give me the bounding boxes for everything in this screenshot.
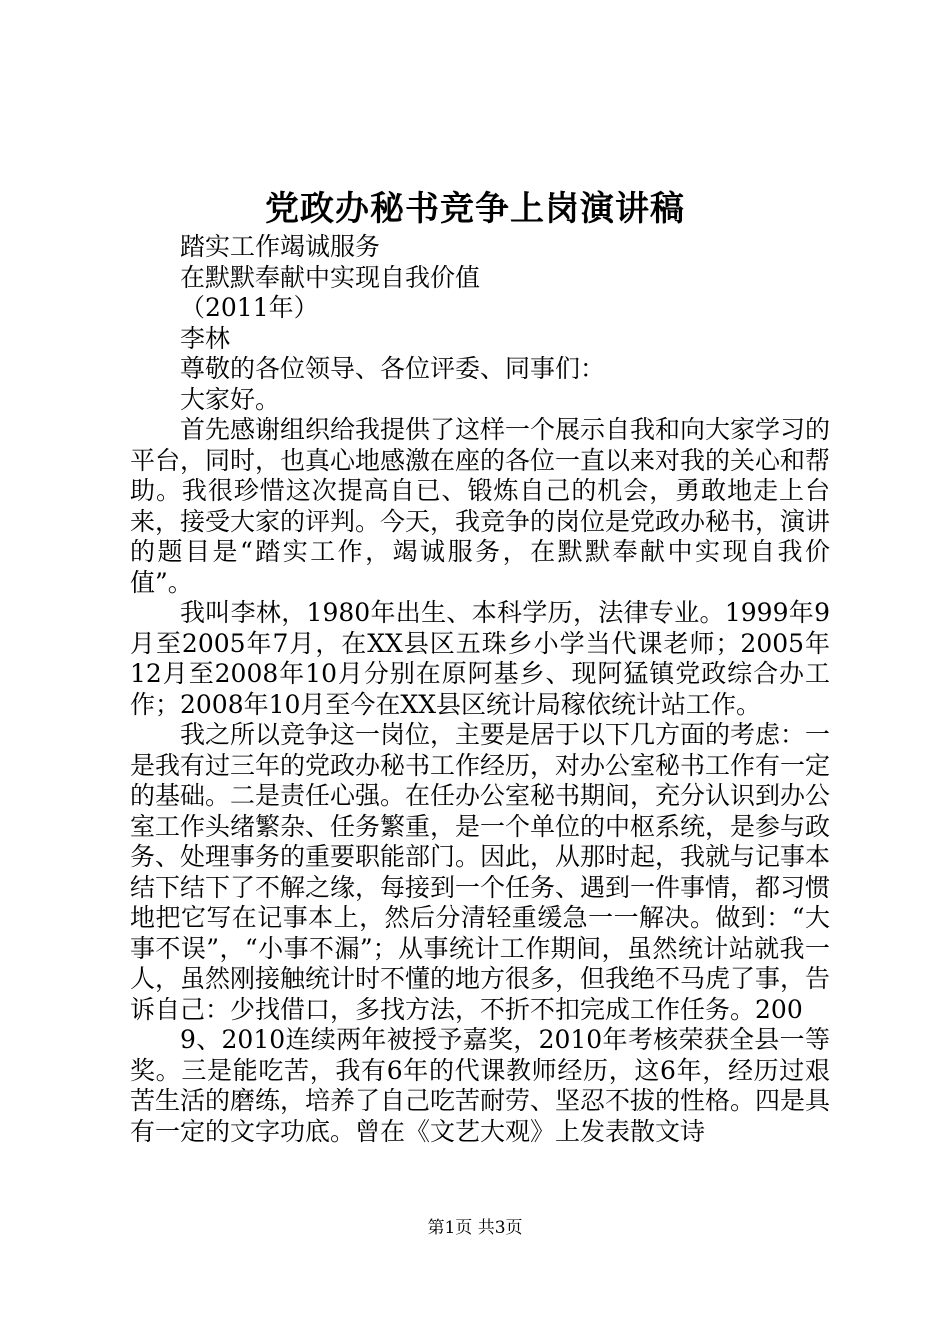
document-title: 党政办秘书竞争上岗演讲稿 — [265, 189, 685, 229]
year-line: （2011年） — [180, 293, 319, 322]
subtitle-line: 踏实工作竭诚服务 — [180, 232, 381, 261]
author-line: 李林 — [180, 323, 231, 353]
salutation-line: 尊敬的各位领导、各位评委、同事们： — [180, 354, 606, 383]
subtitle-line: 在默默奉献中实现自我价值 — [180, 262, 481, 292]
page-footer: 第1页 共3页 — [427, 1218, 523, 1238]
paragraph: 我之所以竞争这一岗位，主要是居于以下几方面的考虑：一是我有过三年的党政办秘书工作经历，对办公室秘书工作有一定的基础。二是责任心强。在任办公室秘书期间，充分认识到办公室工作头绪繁杂、任务繁重，是一个单位的中枢系统，是参与政务、处理事务的重要职能部门。因此，从那时起，我就与记事本结下结下了不解之缘，每接到一个任务、遇到一件事情，都习惯地把它写在记事本上，然后分清轻重缓急一一解决。做到：“大事不误”，“小事不漏”；从事统计工作期间，虽然统计站就我一人，虽然刚接触统计时不懂的地方很多，但我绝不马虎了事，告诉自己：少找借口，多找方法，不折不扣完成工作任务。200 — [130, 720, 831, 1024]
paragraph: 我叫李林，1980年出生、本科学历，法律专业。1999年9月至2005年7月，在XX县区五珠乡小学当代课老师；2005年12月至2008年10月分别在原阿基乡、现阿猛镇党政综合办工作；2008年10月至今在XX县区统计局稼依统计站工作。 — [130, 598, 830, 719]
paragraph: 9、2010连续两年被授予嘉奖，2010年考核荣获全县一等奖。三是能吃苦，我有6年的代课教师经历，这6年，经历过艰苦生活的磨练，培养了自己吃苦耐劳、坚忍不拔的性格。四是具有一定的文字功底。曾在《文艺大观》上发表散文诗 — [130, 1025, 831, 1146]
paragraph: 首先感谢组织给我提供了这样一个展示自我和向大家学习的平台，同时，也真心地感激在座的各位一直以来对我的关心和帮助。我很珍惜这次提高自已、锻炼自己的机会，勇敢地走上台来，接受大家的评判。今天，我竞争的岗位是党政办秘书，演讲的题目是“踏实工作，竭诚服务，在默默奉献中实现自我价值”。 — [130, 415, 831, 597]
greeting-line: 大家好。 — [180, 384, 281, 414]
document-body — [130, 232, 830, 1147]
